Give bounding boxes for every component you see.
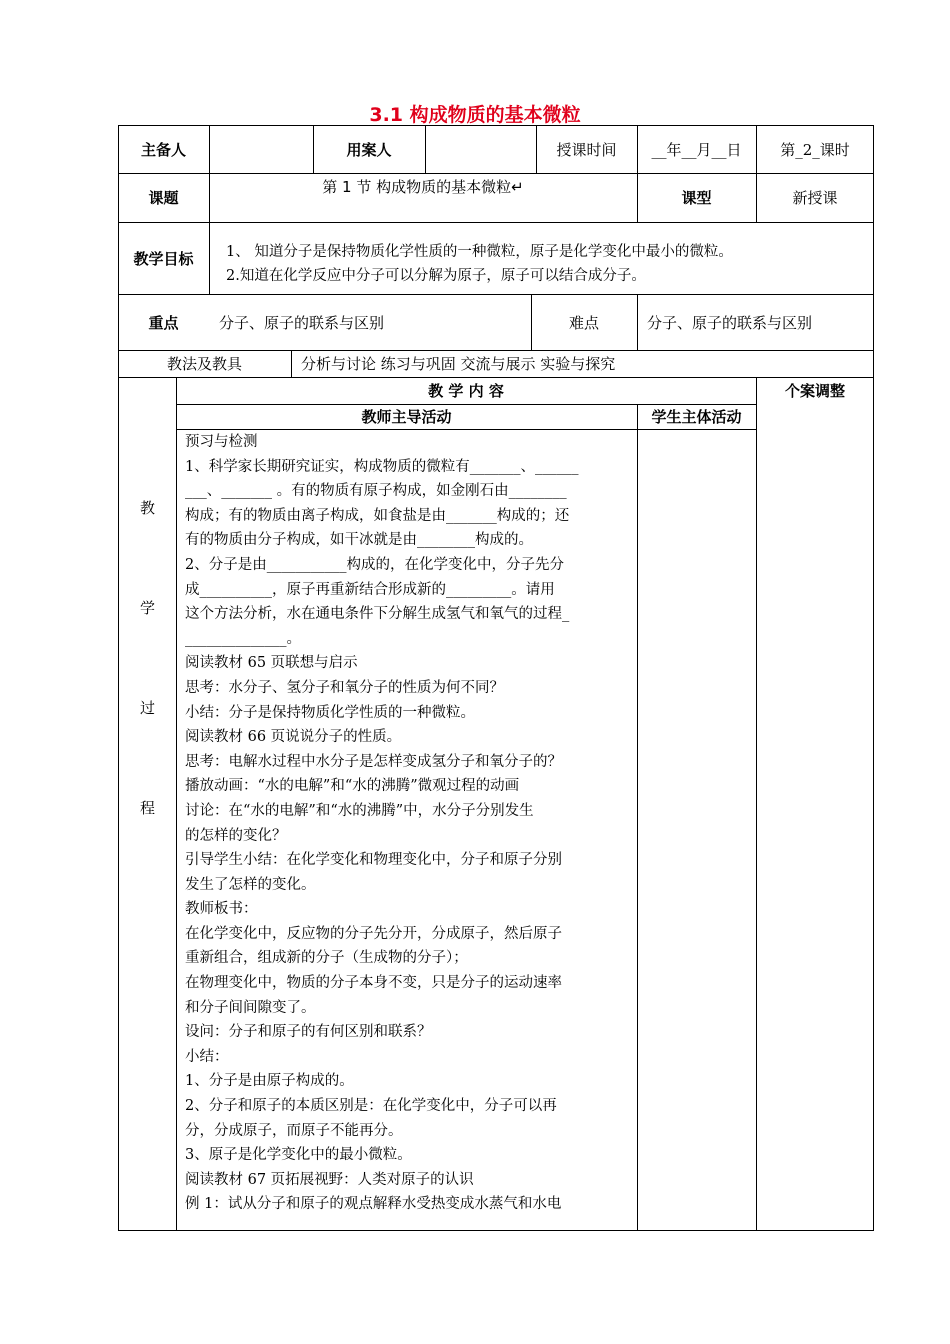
content-line: 思考：水分子、氢分子和氧分子的性质为何不同？ [185, 679, 504, 696]
content-line: 在化学变化中，反应物的分子先分开，分成原子，然后原子 [185, 925, 562, 942]
preparer-value [209, 125, 313, 173]
content-line: 构成；有的物质由离子构成，如食盐是由_______构成的；还 [185, 507, 570, 524]
content-line: 教师板书： [185, 901, 258, 918]
process-char: 教 [140, 499, 156, 517]
col-divider [176, 377, 177, 1231]
col-divider [637, 294, 638, 350]
teacher-activity-header: 教师主导活动 [361, 408, 452, 426]
content-line: ______________。 [185, 630, 301, 647]
content-line: 设问：分子和原子的有何区别和联系？ [185, 1024, 432, 1041]
topic-value: 第 1 节 构成物质的基本微粒↵ [322, 177, 524, 196]
topic-label: 课题 [148, 189, 179, 207]
content-line: 预习与检测 [185, 434, 258, 450]
content-line: 3、原子是化学变化中的最小微粒。 [185, 1147, 412, 1164]
period-field: 第_2_课时 [780, 140, 850, 159]
content-line: 讨论：在“水的电解”和“水的沸腾”中，水分子分别发生 [185, 802, 534, 819]
content-line: 分，分成原子，而原子不能再分。 [185, 1122, 403, 1139]
individual-adjustment-header: 个案调整 [784, 382, 845, 400]
row-divider [118, 222, 874, 223]
user-value [425, 125, 536, 173]
content-line: 1、科学家长期研究证实，构成物质的微粒有_______、______ [185, 458, 579, 475]
teacher-activity-content [185, 430, 635, 1217]
content-line: 播放动画：“水的电解”和“水的沸腾”微观过程的动画 [185, 778, 520, 795]
process-char: 学 [140, 599, 156, 617]
process-char: 程 [140, 799, 156, 817]
key-point-label: 重点 [148, 313, 179, 332]
content-line: 成__________，原子再重新结合形成新的_________。请用 [185, 581, 555, 598]
content-line: 小结： [185, 1048, 229, 1065]
content-line: 和分子间间隙变了。 [185, 999, 316, 1016]
content-line: 引导学生小结：在化学变化和物理变化中，分子和原子分别 [185, 852, 562, 869]
date-field: __年__月__日 [651, 140, 742, 159]
content-line: 阅读教材 67 页拓展视野：人类对原子的认识 [185, 1171, 474, 1188]
difficult-point-value: 分子、原子的联系与区别 [647, 313, 813, 332]
content-line: 在物理变化中，物质的分子本身不变，只是分子的运动速率 [185, 975, 562, 992]
teaching-content-header: 教 学 内 容 [428, 382, 504, 400]
lesson-type-label: 课型 [681, 189, 712, 207]
student-activity-header: 学生主体活动 [651, 408, 742, 426]
content-line: 的怎样的变化？ [185, 827, 287, 844]
content-line: ___、_______ 。有的物质有原子构成，如金刚石由________ [185, 483, 567, 500]
col-divider [756, 377, 757, 1231]
content-line: 发生了怎样的变化。 [185, 876, 316, 893]
col-divider [291, 350, 292, 377]
user-label: 用案人 [346, 140, 392, 159]
methods-value: 分析与讨论 练习与巩固 交流与展示 实验与探究 [301, 355, 616, 373]
content-line: 重新组合，组成新的分子（生成物的分子）； [185, 950, 468, 967]
col-divider [637, 404, 638, 1231]
objective-line: 2.知道在化学反应中分子可以分解为原子，原子可以结合成分子。 [226, 268, 646, 284]
content-line: 有的物质由分子构成，如干冰就是由________构成的。 [185, 532, 533, 549]
content-line: 这个方法分析，水在通电条件下分解生成氢气和氧气的过程_ [185, 606, 570, 623]
content-line: 阅读教材 66 页说说分子的性质。 [185, 729, 402, 746]
difficult-point-label: 难点 [568, 313, 599, 332]
objectives-text [226, 240, 733, 288]
objective-line: 1、 知道分子是保持物质化学性质的一种微粒，原子是化学变化中最小的微粒。 [226, 244, 733, 260]
page-title: 3.1 构成物质的基本微粒 [369, 104, 581, 126]
content-line: 思考：电解水过程中水分子是怎样变成氢分子和氧分子的？ [185, 753, 562, 770]
lesson-type-value: 新授课 [792, 189, 838, 207]
process-char: 过 [140, 699, 156, 717]
content-line: 小结：分子是保持物质化学性质的一种微粒。 [185, 704, 475, 721]
content-line: 2、分子和原子的本质区别是：在化学变化中，分子可以再 [185, 1098, 557, 1115]
content-line: 2、分子是由___________构成的，在化学变化中，分子先分 [185, 556, 564, 573]
objectives-label: 教学目标 [133, 249, 194, 268]
key-point-value: 分子、原子的联系与区别 [219, 313, 385, 332]
content-line: 例 1：试从分子和原子的观点解释水受热变成水蒸气和水电 [185, 1196, 562, 1213]
methods-label: 教法及教具 [166, 355, 242, 373]
content-line: 1、分子是由原子构成的。 [185, 1073, 354, 1090]
content-line: 阅读教材 65 页联想与启示 [185, 655, 358, 672]
time-label: 授课时间 [556, 140, 617, 159]
preparer-label: 主备人 [140, 140, 186, 159]
